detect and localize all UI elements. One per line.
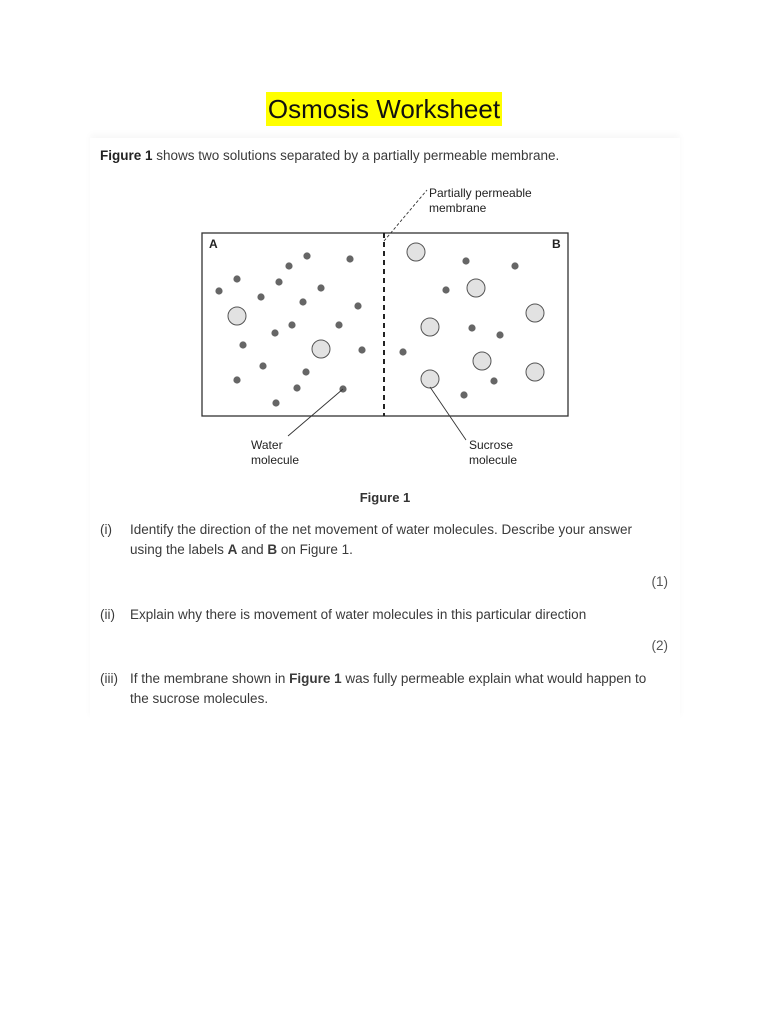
water-molecule [335, 321, 342, 328]
water-molecule [468, 324, 475, 331]
side-b-label: B [552, 237, 561, 251]
water-molecule [302, 368, 309, 375]
water-molecule [257, 293, 264, 300]
sucrose-molecule [407, 243, 425, 261]
title-wrap [0, 92, 768, 126]
question-3-bold: Figure 1 [289, 671, 342, 686]
sucrose-label-line1: Sucrose [469, 438, 514, 452]
water-molecules-b [399, 257, 518, 398]
question-2-number: (ii) [100, 607, 115, 622]
sucrose-molecule [467, 279, 485, 297]
question-1-part2: and [237, 542, 268, 557]
water-molecule [233, 376, 240, 383]
figure-caption: Figure 1 [359, 490, 411, 505]
question-3-part2: was fully permeable explain what would happen to the sucrose molecules. [130, 671, 647, 706]
water-molecule [358, 346, 365, 353]
water-molecule [272, 399, 279, 406]
water-molecule [496, 331, 503, 338]
sucrose-molecules-b [407, 243, 544, 388]
water-molecule [346, 255, 353, 262]
water-pointer [288, 389, 343, 436]
intro-figure-ref: Figure 1 [100, 148, 153, 163]
question-1-text [130, 520, 660, 560]
sucrose-molecule [526, 304, 544, 322]
membrane-label-line1: Partially permeable [429, 186, 532, 200]
water-label-line1: Water [251, 438, 283, 452]
question-3-number: (iii) [100, 671, 118, 686]
question-1-part3: on Figure 1. [277, 542, 353, 557]
membrane-label-line2: membrane [429, 201, 487, 215]
water-label-line2: molecule [251, 453, 300, 467]
water-molecule [215, 287, 222, 294]
question-1-number: (i) [100, 522, 112, 537]
sucrose-molecules-a [228, 307, 330, 358]
water-molecule [462, 257, 469, 264]
question-2 [100, 605, 660, 625]
question-2-text: Explain why there is movement of water molecules in this particular direction [130, 607, 587, 622]
sucrose-molecule [312, 340, 330, 358]
water-molecule [399, 348, 406, 355]
water-molecules-a [215, 252, 365, 406]
page-title: Osmosis Worksheet [267, 94, 501, 124]
worksheet-card [90, 138, 680, 720]
water-molecule [259, 362, 266, 369]
question-1-marks: (1) [651, 574, 668, 589]
question-1-part1: Identify the direction of the net movement of water molecules. Describe your answer using the labels [130, 522, 632, 557]
question-1-bold-b: B [267, 542, 278, 557]
water-molecule [354, 302, 361, 309]
sucrose-molecule [421, 370, 439, 388]
water-molecule [460, 391, 467, 398]
side-a-label: A [209, 237, 218, 251]
water-molecule [233, 275, 240, 282]
question-2-marks: (2) [651, 638, 668, 653]
water-molecule [285, 262, 292, 269]
question-3 [100, 669, 660, 709]
question-3-text [130, 669, 660, 709]
question-1-bold-a: A [227, 542, 238, 557]
water-molecule [271, 329, 278, 336]
sucrose-molecule [228, 307, 246, 325]
sucrose-molecule [526, 363, 544, 381]
water-molecule [303, 252, 310, 259]
water-molecule [442, 286, 449, 293]
water-molecule [293, 384, 300, 391]
water-molecule [299, 298, 306, 305]
osmosis-figure [90, 138, 680, 518]
water-molecule [288, 321, 295, 328]
intro-rest: shows two solutions separated by a partially permeable membrane. [152, 148, 560, 163]
sucrose-molecule [473, 352, 491, 370]
sucrose-label-line2: molecule [469, 453, 518, 467]
water-molecule [275, 278, 282, 285]
question-3-part1: If the membrane shown in [130, 671, 290, 686]
water-molecule [317, 284, 324, 291]
question-1 [100, 520, 660, 560]
water-molecule [239, 341, 246, 348]
water-molecule [490, 377, 497, 384]
sucrose-molecule [421, 318, 439, 336]
water-molecule [511, 262, 518, 269]
